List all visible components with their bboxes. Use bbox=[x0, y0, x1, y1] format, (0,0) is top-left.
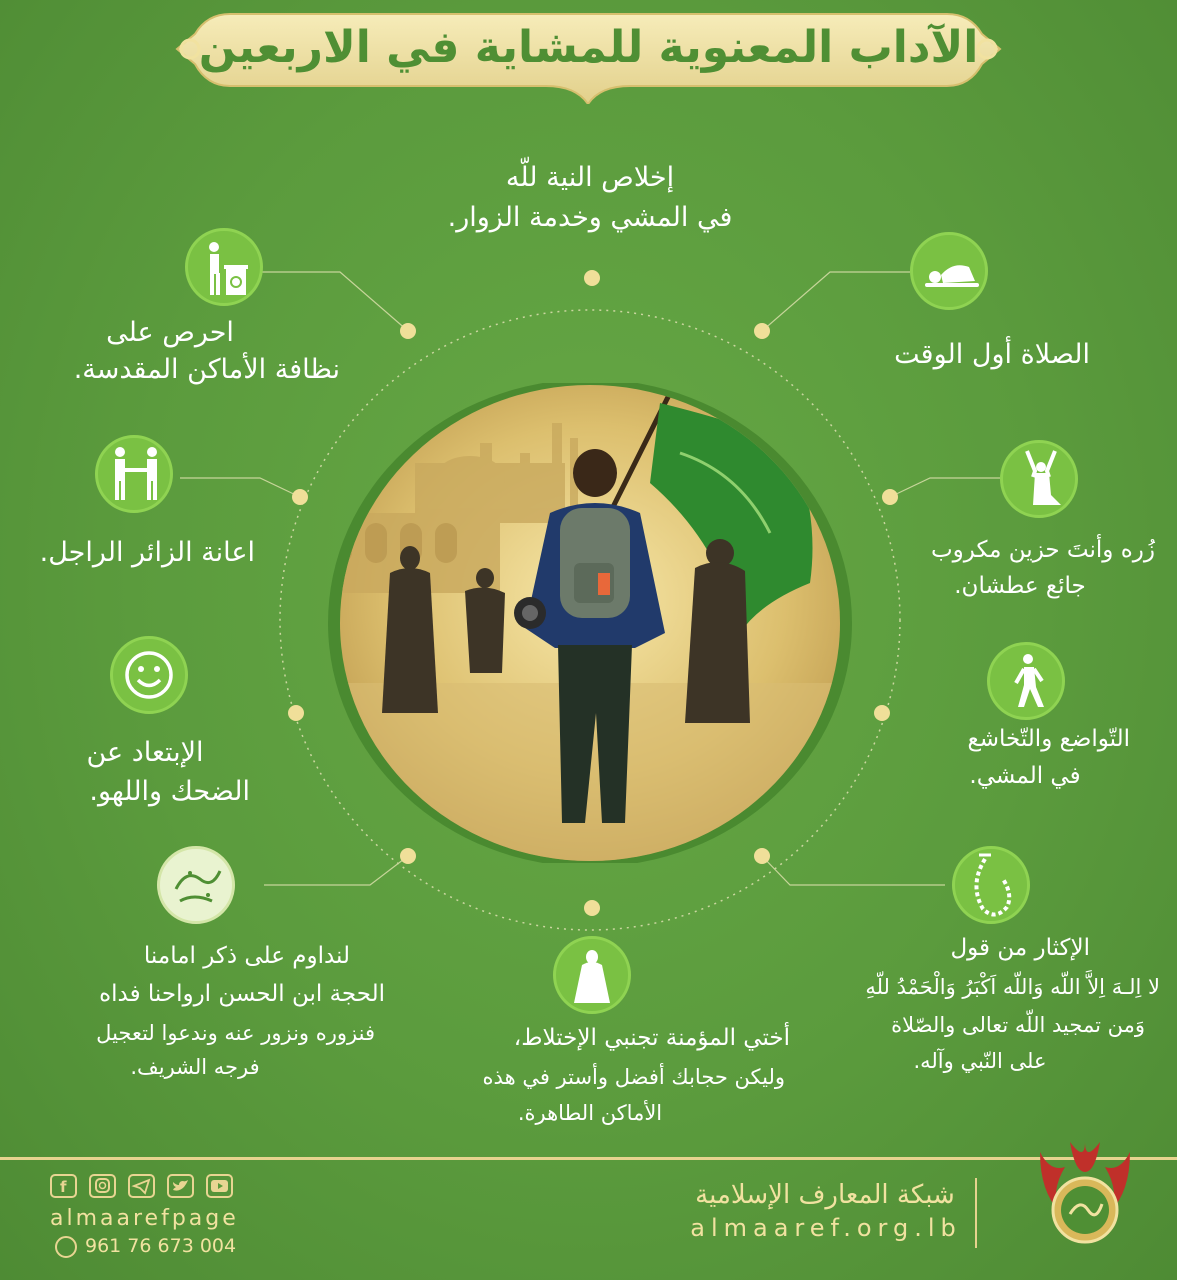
intro-line-1: إخلاص النية للّه bbox=[505, 162, 675, 193]
handshake-icon bbox=[95, 435, 173, 513]
help-line-1: اعانة الزائر الراجل. bbox=[39, 537, 255, 568]
laughter-line-1: الإبتعاد عن bbox=[86, 737, 204, 768]
cleanliness-line-1: احرص على bbox=[106, 317, 234, 348]
brand-name: شبكة المعارف الإسلامية bbox=[695, 1180, 955, 1210]
telegram-icon[interactable] bbox=[128, 1174, 155, 1198]
social-icons bbox=[50, 1174, 240, 1198]
humility-line-1: التّواضع والتّخاشع bbox=[967, 726, 1130, 752]
prostration-icon bbox=[910, 232, 988, 310]
brand-url[interactable]: almaaref.org.lb bbox=[690, 1214, 962, 1242]
trash-recycle-icon bbox=[185, 228, 263, 306]
phone-text: 961 76 673 004 bbox=[85, 1235, 237, 1257]
imam-line-2: الحجة ابن الحسن ارواحنا فداه bbox=[99, 981, 385, 1007]
phone-number bbox=[55, 1235, 236, 1258]
page-handle: almaarefpage bbox=[50, 1206, 239, 1231]
hijab-woman-icon bbox=[553, 936, 631, 1014]
dhikr-line-2: لا اِلـهَ اِلاَّ اللّه وَاللّه اَكْبَرُ وَالْحَمْدُ للّهِ bbox=[865, 975, 1160, 999]
dhikr-line-4: على النّبي وآله. bbox=[913, 1049, 1047, 1073]
whatsapp-icon bbox=[55, 1236, 77, 1258]
prayer-beads-icon bbox=[952, 846, 1030, 924]
hijab-line-2: وليكن حجابك أفضل وأستر في هذه bbox=[482, 1065, 785, 1089]
dhikr-line-3: وَمن تمجيد اللّه تعالى والصّلاة bbox=[891, 1013, 1145, 1037]
walking-person-icon bbox=[987, 642, 1065, 720]
facebook-icon[interactable] bbox=[50, 1174, 77, 1198]
instagram-icon[interactable] bbox=[89, 1174, 116, 1198]
youtube-icon[interactable] bbox=[206, 1174, 233, 1198]
laughter-line-2: الضحك واللهو. bbox=[89, 776, 250, 807]
cleanliness-line-2: نظافة الأماكن المقدسة. bbox=[73, 354, 340, 385]
humility-line-2: في المشي. bbox=[969, 763, 1081, 789]
visit-line-1: زُره وأنتَ حزين مكروب bbox=[931, 537, 1155, 563]
svg-text:f: f bbox=[60, 1178, 67, 1196]
smiley-icon bbox=[110, 636, 188, 714]
praying-person-icon bbox=[1000, 440, 1078, 518]
arbaeen-logo bbox=[1030, 1132, 1140, 1252]
hijab-line-1: أختي المؤمنة تجنبي الإختلاط، bbox=[513, 1025, 790, 1051]
imam-line-3: فنزوره ونزور عنه وندعوا لتعجيل bbox=[96, 1021, 375, 1045]
page-title: الآداب المعنوية للمشاية في الاربعين bbox=[198, 22, 979, 73]
imam-line-4: فرجه الشريف. bbox=[130, 1055, 260, 1079]
visit-line-2: جائع عطشان. bbox=[954, 573, 1086, 599]
pilgrim-illustration bbox=[320, 383, 860, 863]
intro-line-2: في المشي وخدمة الزوار. bbox=[447, 202, 733, 233]
footer-divider bbox=[0, 1157, 1177, 1160]
twitter-icon[interactable] bbox=[167, 1174, 194, 1198]
prayer-line-1: الصلاة أول الوقت bbox=[894, 339, 1090, 370]
calligraphy-seal-icon bbox=[157, 846, 235, 924]
imam-line-1: لنداوم على ذكر امامنا bbox=[143, 943, 350, 969]
footer-separator bbox=[975, 1178, 977, 1248]
hijab-line-3: الأماكن الطاهرة. bbox=[517, 1101, 663, 1125]
dhikr-line-1: الإكثار من قول bbox=[950, 935, 1090, 961]
